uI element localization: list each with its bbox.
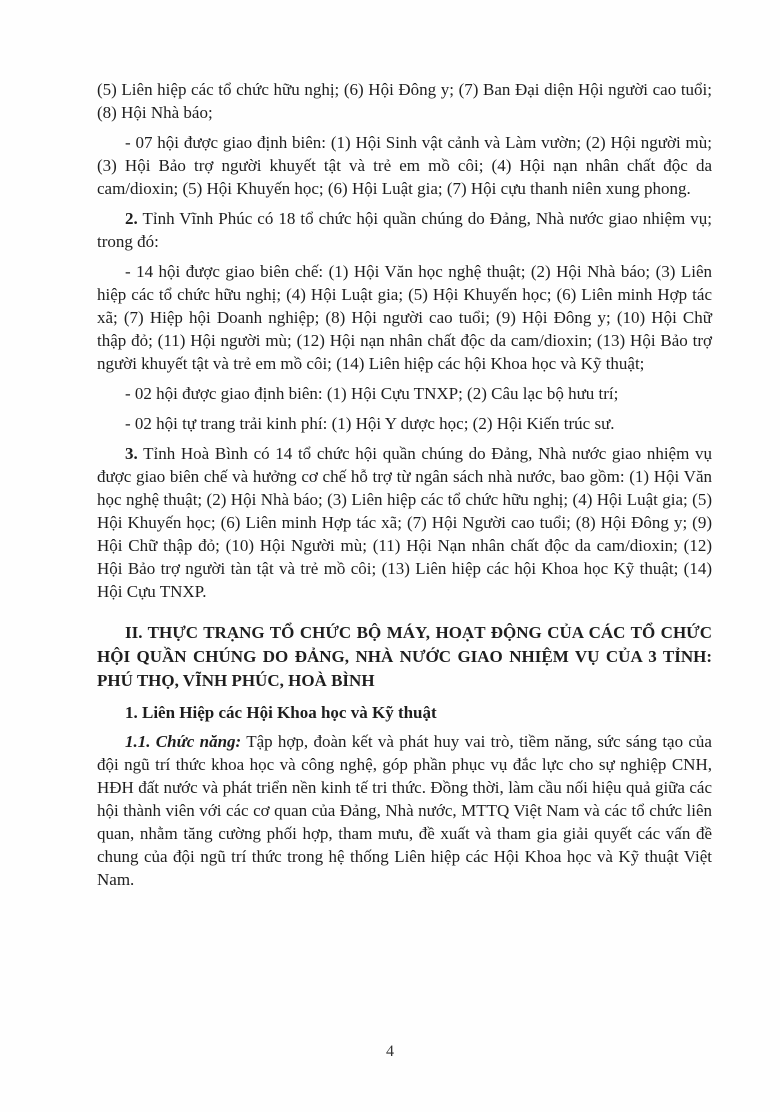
function-label: 1.1. Chức năng: xyxy=(125,732,242,751)
section-heading: II. THỰC TRẠNG TỔ CHỨC BỘ MÁY, HOẠT ĐỘNG CỦA CÁC TỔ CHỨC HỘI QUẦN CHÚNG DO ĐẢNG, NHÀ NƯỚC GIAO NHIỆM VỤ CỦA 3 TỈNH: PHÚ THỌ, VĨNH PHÚC, HOÀ BÌNH xyxy=(97,623,712,690)
paragraph-vinh-phuc-intro xyxy=(97,207,712,253)
document-body xyxy=(97,78,712,898)
paragraph-vinh-phuc-dinh-bien: - 02 hội được giao định biên: (1) Hội Cựu TNXP; (2) Câu lạc bộ hưu trí; xyxy=(125,384,619,403)
sub-heading: 1. Liên Hiệp các Hội Khoa học và Kỹ thuật xyxy=(125,703,437,722)
item-number: 2. xyxy=(125,209,138,228)
paragraph-vinh-phuc-tu-trang-trai: - 02 hội tự trang trải kinh phí: (1) Hội Y dược học; (2) Hội Kiến trúc sư. xyxy=(125,414,615,433)
paragraph-hoa-binh xyxy=(97,442,712,603)
item-text: Tỉnh Hoà Bình có 14 tổ chức hội quần chúng do Đảng, Nhà nước giao nhiệm vụ được giao biên chế và hưởng cơ chế hỗ trợ từ ngân sách nhà nước, bao gồm: (1) Hội Văn học nghệ thuật; (2) Hội Nhà báo; (3) Liên hiệp các tổ chức hữu nghị; (4) Hội Luật gia; (5) Hội Khuyến học; (6) Liên minh Hợp tác xã; (7) Hội Người cao tuổi; (8) Hội Đông y; (9) Hội Chữ thập đỏ; (10) Hội Người mù; (11) Hội Nạn nhân chất độc da cam/dioxin; (12) Hội Bảo trợ người tàn tật và trẻ mồ côi; (13) Liên hiệp các hội Khoa học Kỹ thuật; (14) Hội Cựu TNXP. xyxy=(97,444,712,601)
function-text: Tập hợp, đoàn kết và phát huy vai trò, tiềm năng, sức sáng tạo của đội ngũ trí thức khoa học và công nghệ, góp phần phục vụ đắc lực cho sự nghiệp CNH, HĐH đất nước và phát triển nền kinh tế tri thức. Đồng thời, làm cầu nối hiệu quả giữa các hội thành viên với các cơ quan của Đảng, Nhà nước, MTTQ Việt Nam và các tổ chức liên quan, nhằm tăng cường phối hợp, tham mưu, đề xuất và tham gia giải quyết các vấn đề chung của đội ngũ trí thức trong hệ thống Liên hiệp các Hội Khoa học và Kỹ thuật Việt Nam. xyxy=(97,732,712,889)
paragraph-continuation: (5) Liên hiệp các tổ chức hữu nghị; (6) Hội Đông y; (7) Ban Đại diện Hội người cao tuổi; (8) Hội Nhà báo; xyxy=(97,80,712,122)
item-text: Tỉnh Vĩnh Phúc có 18 tổ chức hội quần chúng do Đảng, Nhà nước giao nhiệm vụ; trong đó: xyxy=(97,209,712,251)
item-number: 3. xyxy=(125,444,138,463)
paragraph-function xyxy=(97,730,712,891)
paragraph-phu-tho-dinh-bien: - 07 hội được giao định biên: (1) Hội Sinh vật cảnh và Làm vườn; (2) Hội người mù; (3) Hội Bảo trợ người khuyết tật và trẻ em mồ côi; (4) Hội nạn nhân chất độc da cam/dioxin; (5) Hội Khuyến học; (6) Hội Luật gia; (7) Hội cựu thanh niên xung phong. xyxy=(97,133,712,198)
page-number: 4 xyxy=(386,1043,394,1060)
paragraph-vinh-phuc-bien-che: - 14 hội được giao biên chế: (1) Hội Văn học nghệ thuật; (2) Hội Nhà báo; (3) Liên hiệp các tổ chức hữu nghị; (4) Hội Luật gia; (5) Hội Khuyến học; (6) Liên minh Hợp tác xã; (7) Hiệp hội Doanh nghiệp; (8) Hội người cao tuổi; (9) Hội Đông y; (10) Hội Chữ thập đỏ; (11) Hội người mù; (12) Hội nạn nhân chất độc da cam/dioxin; (13) Hội Bảo trợ người khuyết tật và trẻ em mồ côi; (14) Liên hiệp các hội Khoa học và Kỹ thuật; xyxy=(97,262,712,373)
